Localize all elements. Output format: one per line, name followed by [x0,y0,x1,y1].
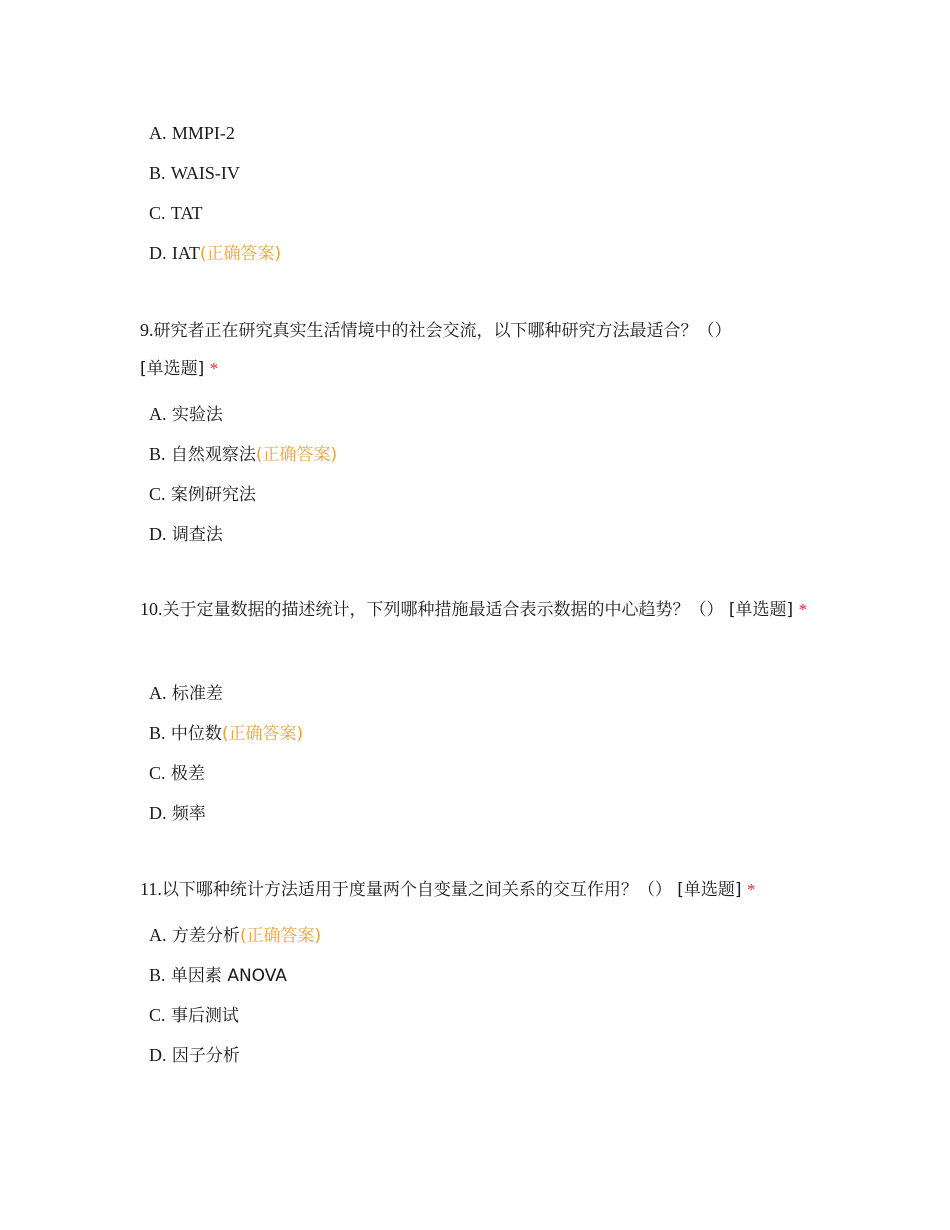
correct-answer-tag: (正确答案) [199,244,282,264]
option-letter: B. [149,965,166,985]
option-text: 标准差 [171,684,223,704]
option-letter: B. [149,444,166,464]
required-mark: * [798,600,808,619]
q11-option-c[interactable] [149,1004,239,1027]
q10-option-c[interactable] [149,762,205,785]
question-number: 11. [140,879,162,899]
correct-answer-tag: (正确答案) [239,926,322,946]
question-text: 关于定量数据的描述统计，下列哪种措施最适合表示数据的中心趋势？（） [162,600,724,620]
q10-option-d[interactable] [149,802,206,825]
question-type: [单选题] [677,880,742,900]
option-text: 单因素 ANOVA [170,966,287,986]
option-text: 案例研究法 [170,485,256,505]
question-type: [单选题] [140,359,205,379]
option-text: TAT [170,203,203,223]
correct-answer-tag: (正确答案) [255,445,338,465]
q11-option-a[interactable] [149,924,321,947]
question-text: 研究者正在研究真实生活情境中的社会交流，以下哪种研究方法最适合？（） [153,321,732,341]
option-text: 实验法 [171,405,223,425]
option-letter: C. [149,203,166,223]
option-letter: A. [149,123,167,143]
option-letter: B. [149,723,166,743]
q8-option-a [149,122,235,145]
q10-option-b[interactable] [149,722,303,745]
q11-option-d[interactable] [149,1044,240,1067]
option-letter: D. [149,524,167,544]
question-type: [单选题] [728,600,794,620]
option-text: 方差分析 [171,926,240,946]
option-text: WAIS-IV [170,163,240,183]
option-letter: C. [149,484,166,504]
option-letter: B. [149,163,166,183]
option-text: 调查法 [171,525,223,545]
q10-option-a[interactable] [149,682,223,705]
q9-option-c[interactable] [149,483,256,506]
required-mark: * [746,880,756,899]
question-text: 以下哪种统计方法适用于度量两个自变量之间关系的交互作用？（） [161,880,672,900]
q10-title [140,590,820,629]
correct-answer-tag: (正确答案) [221,724,304,744]
option-letter: A. [149,683,167,703]
option-text: 频率 [171,804,206,824]
question-number: 10. [140,599,163,619]
option-text: 中位数 [170,724,222,744]
option-letter: D. [149,803,167,823]
q8-option-b [149,162,240,185]
option-letter: A. [149,925,167,945]
option-letter: D. [149,1045,167,1065]
option-text: 事后测试 [170,1006,239,1026]
option-letter: C. [149,1005,166,1025]
question-number: 9. [140,320,154,340]
q8-option-c [149,202,202,225]
q9-option-a[interactable] [149,403,223,426]
q9-title [140,311,820,388]
q11-title [140,870,840,909]
option-text: 自然观察法 [170,445,256,465]
option-letter: C. [149,763,166,783]
option-text: MMPI-2 [171,123,235,143]
q11-option-b[interactable] [149,964,287,987]
q9-option-b[interactable] [149,443,337,466]
q9-option-d[interactable] [149,523,223,546]
option-text: 因子分析 [171,1046,240,1066]
option-letter: A. [149,404,167,424]
option-text: 极差 [170,764,205,784]
required-mark: * [209,359,219,378]
option-text: IAT [171,243,200,263]
q8-option-d [149,242,281,265]
option-letter: D. [149,243,167,263]
